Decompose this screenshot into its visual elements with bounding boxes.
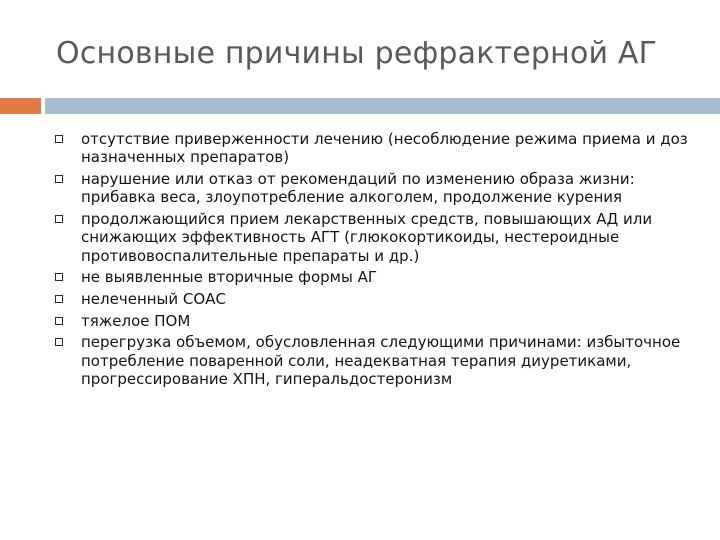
hollow-square-icon <box>55 338 63 346</box>
accent-bar-orange <box>0 98 41 114</box>
accent-bar-blue <box>45 98 720 114</box>
list-item <box>0 268 720 286</box>
bullet-text: нелеченный СОАС <box>81 290 226 308</box>
list-item <box>0 170 720 207</box>
bullet-text: тяжелое ПОМ <box>81 311 191 330</box>
bullet-text: нарушение или отказ от рекомендаций по изменению образа жизни: прибавка веса, злоупотребление алкоголем, продолжение курения <box>81 170 635 207</box>
bullet-text: перегрузка объемом, обусловленная следующими причинами: избыточное потребление поваренной соли, неадекватная терапия диуретиками, прогрессирование ХПН, гиперальдостеронизм <box>81 333 681 388</box>
bullet-list <box>0 130 720 392</box>
list-item <box>0 290 720 308</box>
hollow-square-icon <box>55 175 63 183</box>
bullet-text: продолжающийся прием лекарственных средств, повышающих АД или снижающих эффективность АГТ (глюкокортикоиды, нестероидные противовоспалительные препараты и др.) <box>81 210 653 265</box>
bullet-text: отсутствие приверженности лечению (несоблюдение режима приема и доз назначенных препаратов) <box>81 130 688 167</box>
list-item <box>0 333 720 388</box>
hollow-square-icon <box>55 295 63 303</box>
list-item <box>0 130 720 167</box>
list-item <box>0 312 720 330</box>
hollow-square-icon <box>55 317 63 325</box>
hollow-square-icon <box>55 215 63 223</box>
slide-title: Основные причины рефрактерной АГ <box>56 36 658 71</box>
bullet-text: не выявленные вторичные формы АГ <box>81 268 378 287</box>
hollow-square-icon <box>55 135 63 143</box>
hollow-square-icon <box>55 273 63 281</box>
list-item <box>0 210 720 265</box>
